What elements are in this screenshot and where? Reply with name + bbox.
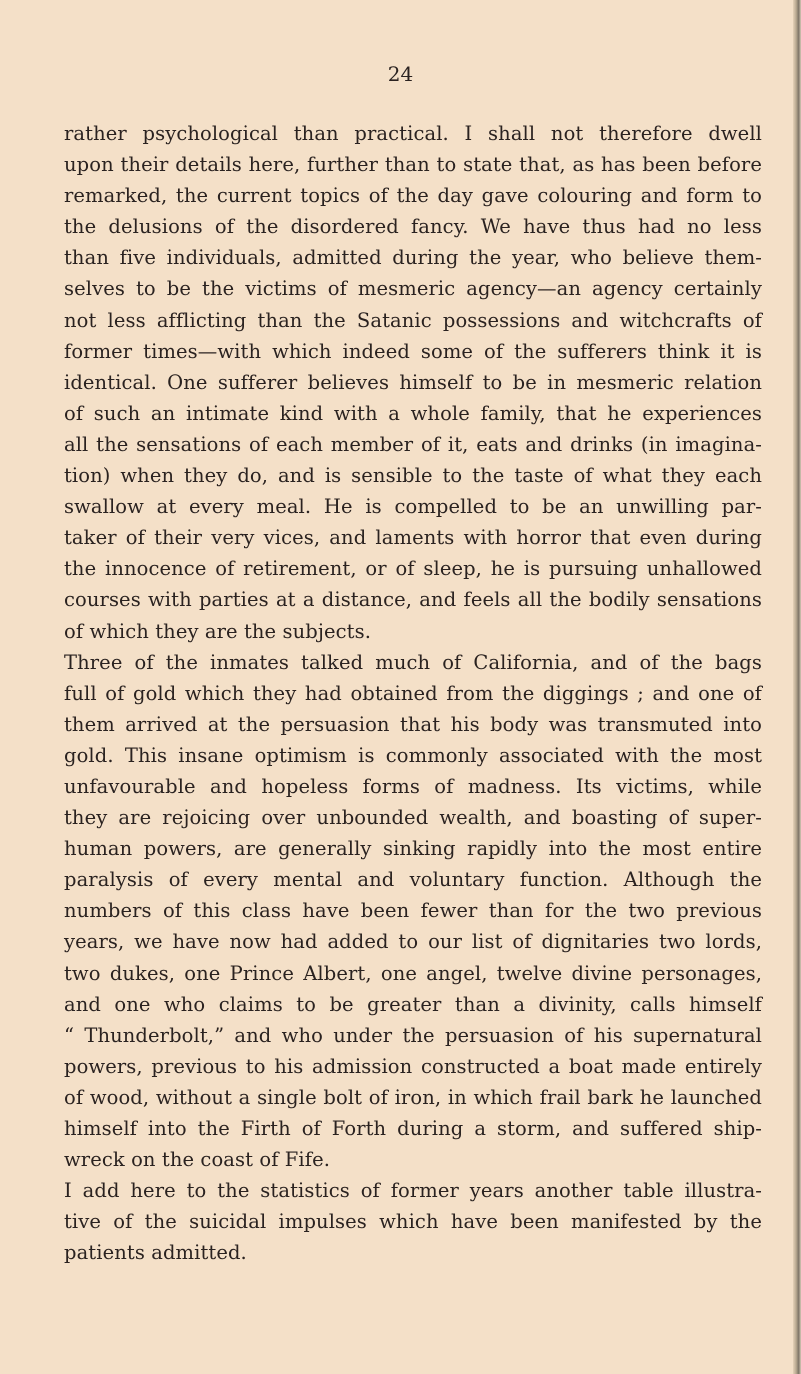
text-line: himself into the Firth of Forth during a storm, and suffered ship-: [64, 1117, 762, 1140]
text-line: the delusions of the disordered fancy. We have thus had no less: [64, 215, 762, 239]
text-line: remarked, the current topics of the day gave colouring and form to: [64, 184, 762, 208]
text-line: patients admitted.: [64, 1241, 247, 1265]
text-line: years, we have now had added to our list of dignitaries two lords,: [64, 930, 762, 954]
text-line: “ Thunderbolt,” and who under the persuasion of his supernatural: [64, 1023, 762, 1047]
text-line: selves to be the victims of mesmeric agency—an agency certainly: [64, 277, 762, 301]
text-line: gold. This insane optimism is commonly associated with the most: [64, 743, 762, 767]
text-line: all the sensations of each member of it, eats and drinks (in imagina-: [64, 432, 762, 456]
text-line: taker of their very vices, and laments with horror that even during: [64, 526, 762, 550]
text-line: tion) when they do, and is sensible to the taste of what they each: [64, 464, 762, 488]
body-text: [64, 118, 762, 1268]
text-line: wreck on the coast of Fife.: [64, 1148, 331, 1172]
text-line: identical. One sufferer believes himself to be in mesmeric relation: [64, 370, 762, 394]
text-line: human powers, are generally sinking rapidly into the most entire: [64, 837, 762, 861]
page-number: 24: [387, 62, 414, 86]
text-line: powers, previous to his admission constructed a boat made entirely: [64, 1054, 762, 1078]
text-line: than five individuals, admitted during the year, who believe them-: [64, 246, 762, 270]
text-line: the innocence of retirement, or of sleep, he is pursuing unhallowed: [64, 557, 762, 581]
text-line: not less afflicting than the Satanic possessions and witchcrafts of: [64, 308, 762, 332]
text-line: numbers of this class have been fewer than for the two previous: [64, 899, 762, 923]
text-line: I add here to the statistics of former years another table illustra-: [64, 1179, 762, 1203]
text-line: of wood, without a single bolt of iron, in which frail bark he launched: [64, 1085, 762, 1109]
text-line: full of gold which they had obtained from the diggings ; and one of: [64, 681, 762, 705]
text-line: upon their details here, further than to state that, as has been before: [64, 153, 762, 177]
text-line: of such an intimate kind with a whole family, that he experiences: [64, 401, 762, 425]
text-line: and one who claims to be greater than a divinity, calls himself: [64, 992, 762, 1016]
text-line: Three of the inmates talked much of California, and of the bags: [64, 650, 762, 674]
text-line: paralysis of every mental and voluntary function. Although the: [64, 868, 762, 892]
text-line: rather psychological than practical. I shall not therefore dwell: [64, 122, 762, 145]
text-line: they are rejoicing over unbounded wealth, and boasting of super-: [64, 806, 762, 830]
page-edge: [793, 0, 801, 1374]
text-line: unfavourable and hopeless forms of madness. Its victims, while: [64, 774, 762, 798]
text-line: two dukes, one Prince Albert, one angel, twelve divine personages,: [64, 961, 762, 985]
text-line: swallow at every meal. He is compelled to be an unwilling par-: [64, 495, 762, 519]
text-line: courses with parties at a distance, and feels all the bodily sensations: [64, 588, 762, 612]
text-line: tive of the suicidal impulses which have been manifested by the: [64, 1210, 762, 1234]
text-line: of which they are the subjects.: [64, 619, 371, 643]
text-line: former times—with which indeed some of the sufferers think it is: [64, 339, 762, 363]
text-line: them arrived at the persuasion that his body was transmuted into: [64, 712, 762, 736]
